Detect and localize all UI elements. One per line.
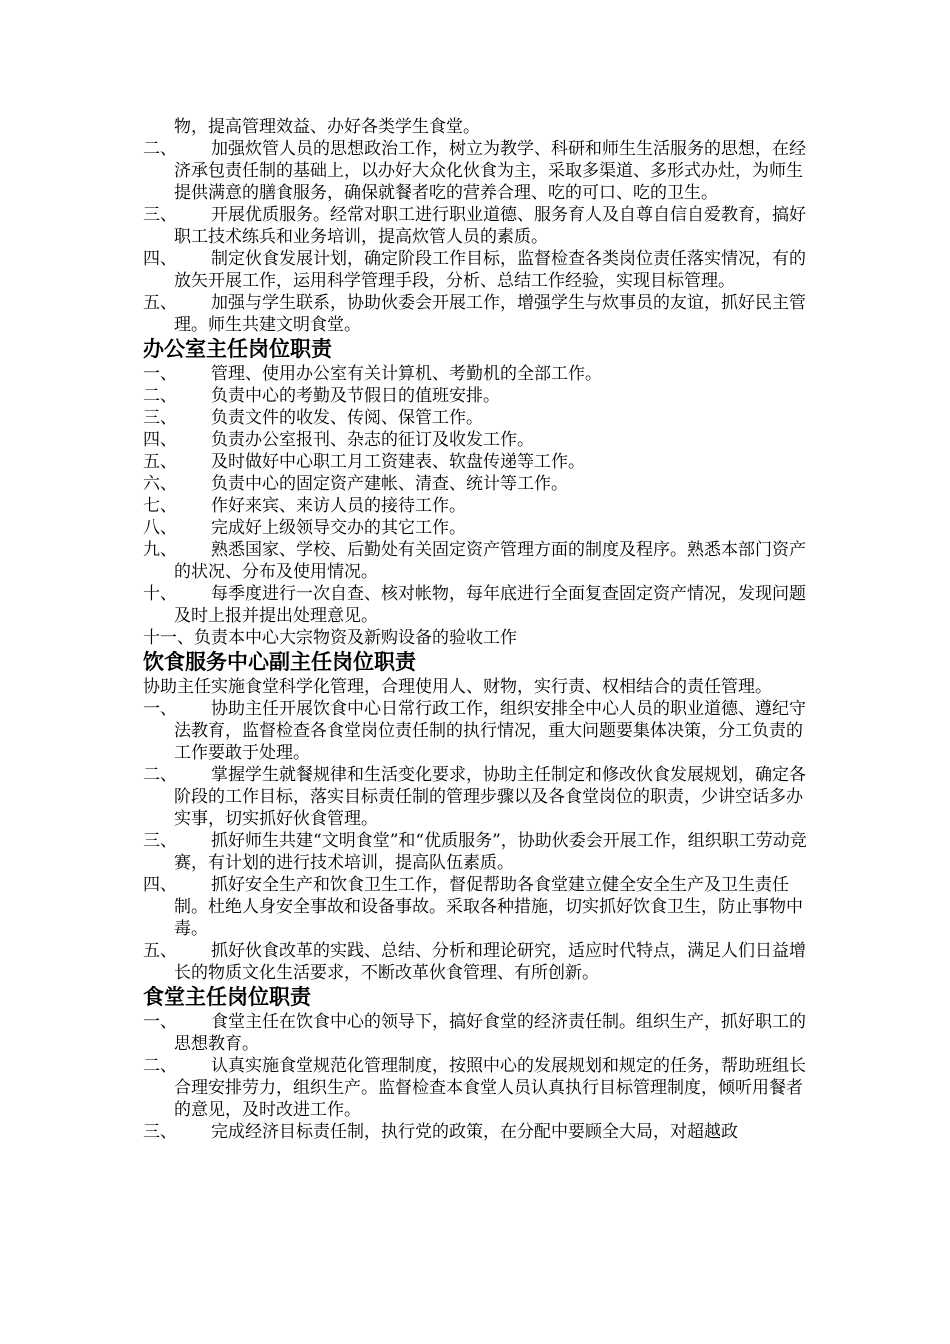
list-item-number: 二、: [143, 386, 177, 406]
list-item-text: 及时做好中心职工月工资建表、软盘传递等工作。: [211, 452, 585, 472]
section-title: 饮食服务中心副主任岗位职责: [143, 650, 416, 674]
list-item-text: 加强与学生联系，协助伙委会开展工作，增强学生与炊事员的友谊，抓好民主管理。师生共建文明食堂。: [174, 293, 806, 335]
list-item: [143, 940, 815, 984]
document-body: [143, 116, 815, 1143]
list-item-text: 完成好上级领导交办的其它工作。: [211, 518, 466, 538]
list-item: [143, 583, 815, 627]
list-item-number: 三、: [143, 1122, 177, 1142]
list-item-number: 四、: [143, 430, 177, 450]
list-item-number: 四、: [143, 875, 177, 895]
list-item-text: 作好来宾、来访人员的接待工作。: [211, 496, 466, 516]
list-item-number: 五、: [143, 452, 177, 472]
list-item-number: 三、: [143, 408, 177, 428]
list-item-text: 物，提高管理效益、办好各类学生食堂。: [174, 117, 480, 137]
list-item: [143, 473, 815, 495]
list-item-text: 开展优质服务。经常对职工进行职业道德、服务育人及自尊自信自爱教育，搞好职工技术练兵和业务培训，提高炊管人员的素质。: [174, 205, 806, 247]
list-item-text: 负责文件的收发、传阅、保管工作。: [211, 408, 483, 428]
list-item-text: 认真实施食堂规范化管理制度，按照中心的发展规划和规定的任务，帮助班组长合理安排劳力，组织生产。监督检查本食堂人员认真执行目标管理制度，倾听用餐者的意见，及时改进工作。: [174, 1056, 806, 1120]
list-item-number: 一、: [143, 1012, 177, 1032]
list-item: [143, 292, 815, 336]
list-item-text: 抓好师生共建“文明食堂”和“优质服务”，协助伙委会开展工作，组织职工劳动竞赛，有计划的进行技术培训，提高队伍素质。: [174, 831, 807, 873]
list-item: [143, 698, 815, 764]
list-item: [143, 539, 815, 583]
list-item-number: 一、: [143, 364, 177, 384]
list-item-text: 负责中心的考勤及节假日的值班安排。: [211, 386, 500, 406]
list-item-text: 负责中心的固定资产建帐、清查、统计等工作。: [211, 474, 568, 494]
list-item-text: 协助主任开展饮食中心日常行政工作，组织安排全中心人员的职业道德、遵纪守法教育，监督检查各食堂岗位责任制的执行情况，重大问题要集体决策，分工负责的工作要敢于处理。: [174, 699, 806, 763]
list-item-number: 二、: [143, 139, 177, 159]
list-item-number: 三、: [143, 831, 177, 851]
list-item-number: 一、: [143, 699, 177, 719]
list-item-number: 七、: [143, 496, 177, 516]
list-item-text: 每季度进行一次自查、核对帐物，每年底进行全面复查固定资产情况，发现问题及时上报并提出处理意见。: [174, 584, 806, 626]
list-item-number: 五、: [143, 293, 177, 313]
section-title: 办公室主任岗位职责: [143, 337, 332, 361]
list-item-number: 五、: [143, 941, 177, 961]
list-item: [143, 385, 815, 407]
list-item-text: 管理、使用办公室有关计算机、考勤机的全部工作。: [211, 364, 602, 384]
list-item-number: 九、: [143, 540, 177, 560]
list-item-text: 完成经济目标责任制，执行党的政策，在分配中要顾全大局，对超越政: [211, 1122, 738, 1142]
list-item: [143, 874, 815, 940]
list-item-number: 十、: [143, 584, 177, 604]
list-item-text: 抓好伙食改革的实践、总结、分析和理论研究，适应时代特点，满足人们日益增长的物质文化生活要求，不断改革伙食管理、有所创新。: [174, 941, 806, 983]
list-item-text: 加强炊管人员的思想政治工作，树立为教学、科研和师生生活服务的思想，在经济承包责任制的基础上，以办好大众化伙食为主，采取多渠道、多形式办灶，为师生提供满意的膳食服务，确保就餐者吃的营养合理、吃的可口、吃的卫生。: [174, 139, 806, 203]
list-item-last: 十一、负责本中心大宗物资及新购设备的验收工作: [143, 628, 517, 648]
list-item-number: 二、: [143, 1056, 177, 1076]
list-item: [143, 1011, 815, 1055]
list-item: [143, 429, 815, 451]
list-item-text: 掌握学生就餐规律和生活变化要求，协助主任制定和修改伙食发展规划，确定各阶段的工作目标，落实目标责任制的管理步骤以及各食堂岗位的职责，少讲空话多办实事，切实抓好伙食管理。: [174, 765, 806, 829]
section-title: 食堂主任岗位职责: [143, 985, 311, 1009]
list-item: [143, 116, 815, 138]
list-item: [143, 1121, 815, 1143]
list-item-text: 抓好安全生产和饮食卫生工作，督促帮助各食堂建立健全安全生产及卫生责任制。杜绝人身安全事故和设备事故。采取各种措施，切实抓好饮食卫生，防止事物中毒。: [174, 875, 803, 939]
list-item: [143, 451, 815, 473]
list-item: [143, 1055, 815, 1121]
section-intro: 协助主任实施食堂科学化管理，合理使用人、财物，实行责、权相结合的责任管理。: [143, 677, 772, 697]
list-item: [143, 764, 815, 830]
list-item-number: 三、: [143, 205, 177, 225]
list-item-text: 食堂主任在饮食中心的领导下，搞好食堂的经济责任制。组织生产，抓好职工的思想教育。: [174, 1012, 806, 1054]
list-item: [143, 495, 815, 517]
list-item-number: 六、: [143, 474, 177, 494]
list-item: [143, 363, 815, 385]
list-item-text: 负责办公室报刊、杂志的征订及收发工作。: [211, 430, 534, 450]
list-item-number: 八、: [143, 518, 177, 538]
list-item: [143, 138, 815, 204]
list-item: [143, 248, 815, 292]
list-item: [143, 204, 815, 248]
list-item-number: 四、: [143, 249, 177, 269]
list-item-text: 制定伙食发展计划，确定阶段工作目标，监督检查各类岗位责任落实情况，有的放矢开展工作，运用科学管理手段，分析、总结工作经验，实现目标管理。: [174, 249, 806, 291]
list-item: [143, 830, 815, 874]
list-item-number: 二、: [143, 765, 177, 785]
list-item: [143, 517, 815, 539]
list-item: [143, 407, 815, 429]
list-item-text: 熟悉国家、学校、后勤处有关固定资产管理方面的制度及程序。熟悉本部门资产的状况、分布及使用情况。: [174, 540, 806, 582]
